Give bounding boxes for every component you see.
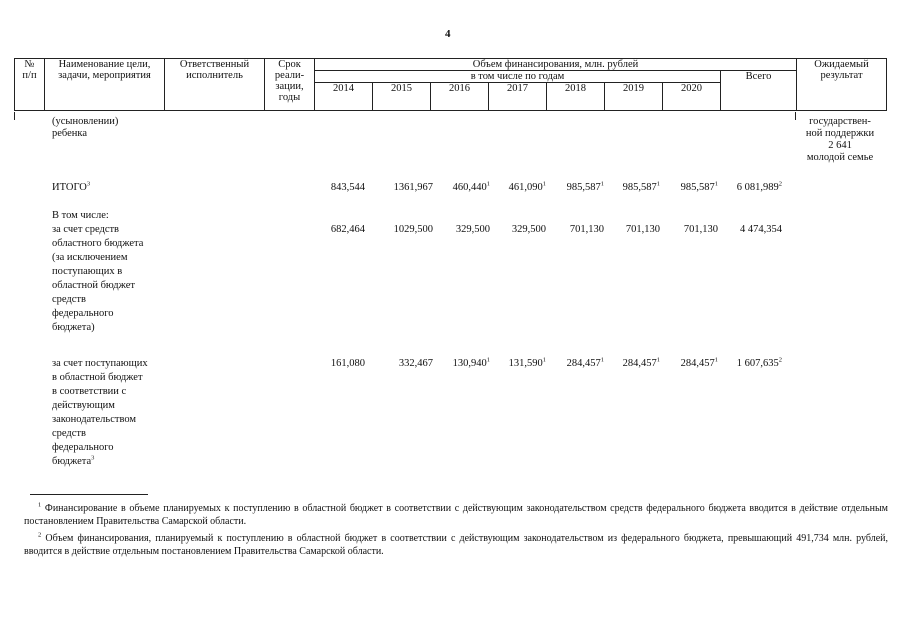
- superscript-mark: 1: [714, 180, 718, 188]
- row-value: 1361,967: [393, 182, 433, 193]
- superscript-mark: 3: [91, 454, 95, 462]
- row-name-line: ИТОГО$^3$: [52, 180, 91, 193]
- row-name-line: законодательством: [52, 414, 137, 425]
- superscript-mark: 2: [778, 180, 782, 188]
- footnote-text: Финансирование в объеме планируемых к поступлению в областной бюджет в соответствии с действующим законодательством средств федерального бюджета вводится в действие отдельным постановлением Правительства Самарской области.: [24, 503, 888, 527]
- row-name-line: в областной бюджет: [52, 372, 143, 383]
- page-number: 4: [445, 28, 451, 40]
- footnote-rule: [30, 494, 148, 495]
- header-num: № п/п: [15, 59, 45, 111]
- row-name-line: федерального: [52, 442, 114, 453]
- row-value: 460,440$^1$: [452, 180, 490, 193]
- header-year: 2015: [373, 83, 431, 111]
- continued-result-line: ной поддержки: [805, 128, 875, 139]
- row-name-line: за счет поступающих: [52, 358, 148, 369]
- row-name-line: средств: [52, 294, 86, 305]
- row-value: 284,457$^1$: [566, 356, 604, 369]
- row-value: 843,544: [330, 182, 365, 193]
- row-value: 130,940$^1$: [452, 356, 490, 369]
- row-name-line: поступающих в: [52, 266, 123, 277]
- row-value: 332,467: [398, 358, 433, 369]
- table-left-border: [14, 112, 15, 120]
- row-name-line: в соответствии с: [52, 386, 127, 397]
- row-value: 329,500: [511, 224, 546, 235]
- row-value: 985,587$^1$: [566, 180, 604, 193]
- table-result-border: [795, 112, 796, 120]
- row-value: 284,457$^1$: [680, 356, 718, 369]
- row-value: 131,590$^1$: [508, 356, 546, 369]
- header-by-years: в том числе по годам: [315, 71, 721, 83]
- header-executor: Ответственный исполнитель: [165, 59, 265, 111]
- row-name-line: бюджета$^3$: [52, 454, 95, 467]
- superscript-mark: 1: [486, 356, 490, 364]
- row-name-line: действующим: [52, 400, 115, 411]
- superscript-mark: 1: [486, 180, 490, 188]
- header-year: 2020: [663, 83, 721, 111]
- table-header: [14, 58, 887, 111]
- footnote-text: Объем финансирования, планируемый к поступлению в областной бюджет в соответствии с действующим законодательством из федерального бюджета, превышающий 491,734 млн. рублей, вводится в действие отдельным постановлением Правительства Самарской области.: [24, 533, 888, 557]
- row-name-line: федерального: [52, 308, 114, 319]
- header-year: 2019: [605, 83, 663, 111]
- row-value: 985,587$^1$: [622, 180, 660, 193]
- header-year: 2016: [431, 83, 489, 111]
- header-term: Срок реали- зации, годы: [265, 59, 315, 111]
- superscript-mark: 1: [542, 180, 546, 188]
- continued-result-line: государствен-: [809, 116, 871, 127]
- header-result: Ожидаемый результат: [797, 59, 887, 111]
- row-value: 1029,500: [393, 224, 433, 235]
- header-funding: Объем финансирования, млн. рублей: [315, 59, 797, 71]
- row-value: 682,464: [330, 224, 365, 235]
- row-total: 4 474,354: [740, 224, 782, 235]
- row-name-line: областного бюджета: [52, 238, 144, 249]
- continued-result-line: 2 641: [828, 140, 852, 151]
- row-value: 985,587$^1$: [680, 180, 718, 193]
- superscript-mark: 3: [86, 180, 91, 188]
- row-value: 701,130: [569, 224, 604, 235]
- row-value: 701,130: [625, 224, 660, 235]
- row-total: 1 607,635$^2$: [736, 356, 782, 369]
- footnote-2: [24, 532, 888, 558]
- header-name: Наименование цели, задачи, мероприятия: [45, 59, 165, 111]
- row-name-line: В том числе:: [52, 210, 109, 221]
- superscript-mark: 2: [778, 356, 782, 364]
- header-year: 2018: [547, 83, 605, 111]
- row-name-line: за счет средств: [52, 224, 120, 235]
- continued-name-line: ребенка: [52, 128, 87, 139]
- superscript-mark: 1: [656, 180, 660, 188]
- row-value: 329,500: [455, 224, 490, 235]
- superscript-mark: 1: [542, 356, 546, 364]
- row-name-line: средств: [52, 428, 86, 439]
- footnote-mark: 2: [38, 531, 42, 539]
- superscript-mark: 1: [600, 356, 604, 364]
- row-value: 701,130: [683, 224, 718, 235]
- row-value: 461,090$^1$: [508, 180, 546, 193]
- row-name-line: областной бюджет: [52, 280, 135, 291]
- footnote-mark: 1: [38, 501, 42, 509]
- header-year: 2014: [315, 83, 373, 111]
- header-total: Всего: [721, 71, 797, 111]
- row-name-line: бюджета): [52, 322, 95, 333]
- row-value: 284,457$^1$: [622, 356, 660, 369]
- continued-name-line: (усыновлении): [52, 116, 119, 127]
- superscript-mark: 1: [714, 356, 718, 364]
- superscript-mark: 1: [600, 180, 604, 188]
- continued-result-line: молодой семье: [806, 152, 874, 163]
- row-name-line: (за исключением: [52, 252, 128, 263]
- header-year: 2017: [489, 83, 547, 111]
- row-total: 6 081,989$^2$: [736, 180, 782, 193]
- superscript-mark: 1: [656, 356, 660, 364]
- footnote-1: [24, 502, 888, 528]
- row-value: 161,080: [330, 358, 365, 369]
